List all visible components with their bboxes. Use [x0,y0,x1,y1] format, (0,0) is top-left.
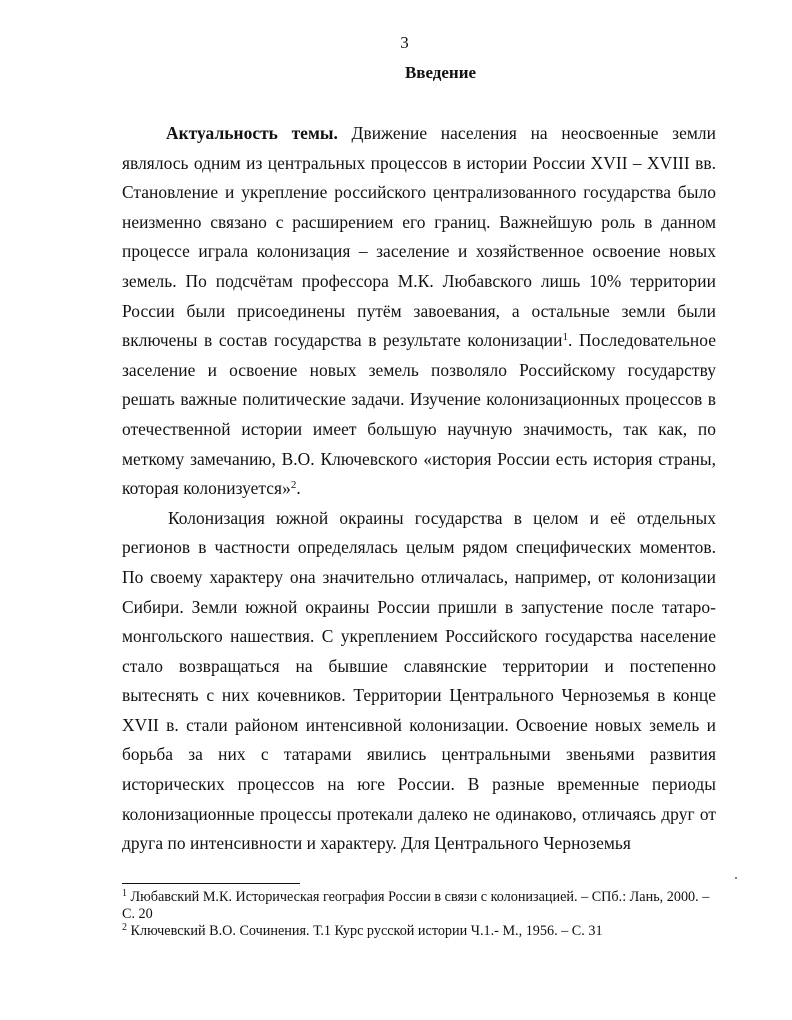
footnote-text: Ключевский В.О. Сочинения. Т.1 Курс русской истории Ч.1.- М., 1956. – С. 31 [127,923,603,940]
paragraph-text: Движение населения на неосвоенные земли являлось одним из центральных процессов в истории России XVII – XVIII вв. Становление и укрепление российского централизованного государства было неизменно связано с расширением его границ. Важнейшую роль в данном процессе играла колонизация – заселение и хозяйственное освоение новых земель. По подсчётам профессора М.К. Любавского лишь 10% территории России были присоединены путём завоевания, а остальные земли были включены в состав государства в результате колонизации [122,123,716,351]
page-number: 3 [400,33,409,52]
section-heading: Введение [404,63,477,82]
footnote-text: Любавский М.К. Историческая география России в связи с колонизацией. – СПб.: Лань, 2000. – С. 20 [122,889,710,922]
footnote-1 [122,889,720,922]
paragraph-lead: Актуальность темы. [166,123,338,143]
footnotes [122,889,720,941]
footnote-mark: 2 [122,922,127,934]
paragraph-colonization: Колонизация южной окраины государства в целом и её отдельных регионов в частности определялась целым рядом специфических моментов. По своему характеру она значительно отличалась, например, от колонизации Сибири. Земли южной окраины России пришли в запустение после татаро-монгольского нашествия. С укреплением Российского государства население стало возвращаться на бывшие славянские территории и постепенно вытеснять с них кочевников. Территории Центрального Черноземья в конце XVII в. стали районом интенсивной колонизации. Освоение новых земель и борьба за них с татарами явились центральными звеньями развития исторических процессов на юге России. В разные временные периоды колонизационные процессы протекали далеко не одинаково, отличаясь друг от друга по интенсивности и характеру. Для Центрального Черноземья [122,507,716,854]
paragraph-text: . Последовательное заселение и освоение новых земель позволяло Российскому государству решать важные политические задачи. Изучение колонизационных процессов в отечественной истории имеет большую научную значимость, так как, по меткому замечанию, В.О. Ключевского «история России есть история страны, которая колонизуется» [122,330,716,499]
paragraph-relevance [122,119,716,504]
footnote-divider [122,883,300,884]
footnote-2 [122,923,720,940]
body-text [122,119,716,859]
footnote-ref-1: 1 [562,331,569,344]
scan-speck [735,877,737,879]
footnote-mark: 1 [122,888,127,899]
paragraph-text: . [296,478,301,499]
footnote-ref-2: 2 [290,479,297,492]
